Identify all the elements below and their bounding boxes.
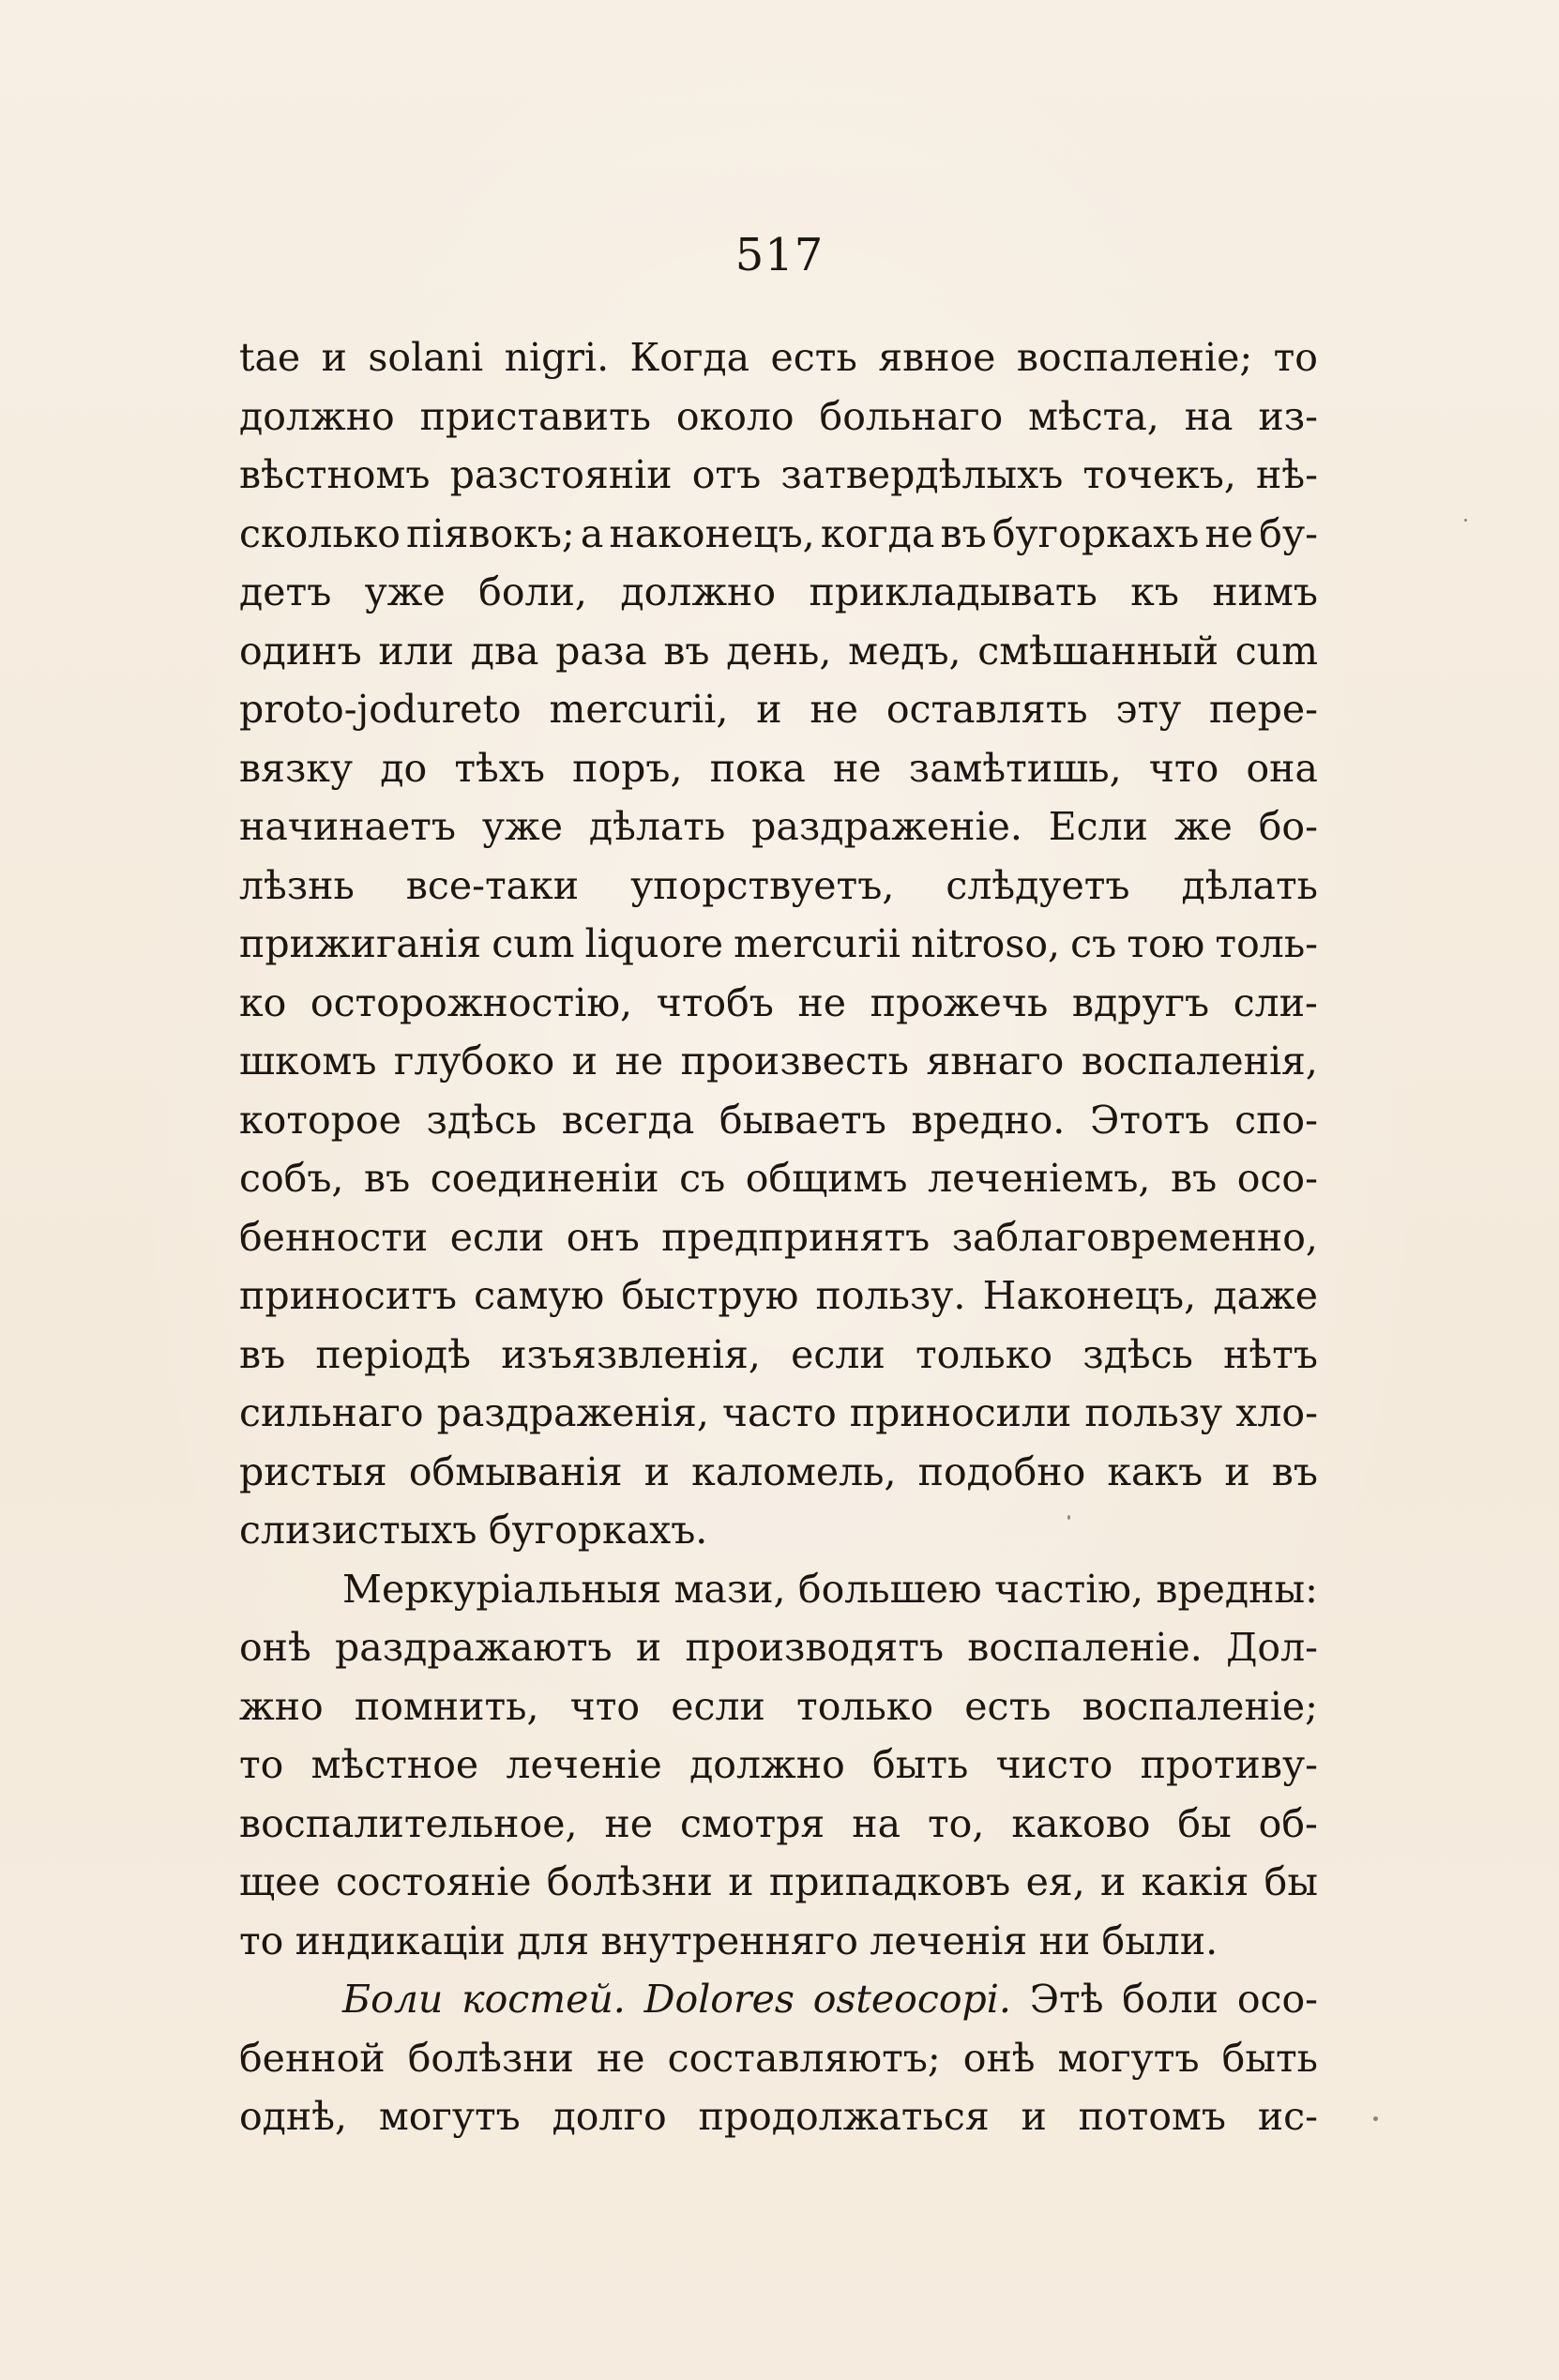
word: были. [1101,1918,1218,1963]
word: смотря [679,1800,825,1846]
word: то [239,1918,284,1963]
word: оставлять [885,687,1088,732]
word: есть [770,335,857,380]
word: осо- [1236,1156,1318,1201]
word: внутренняго [600,1918,858,1963]
word: Боли [342,1977,444,2022]
word: наконецъ, [609,510,815,556]
word: ея, [1025,1859,1085,1904]
word: и [635,1625,662,1670]
word: и [728,1859,754,1904]
word: nigri. [504,335,610,380]
text-line [239,739,1318,798]
word: вдругъ [1071,979,1210,1025]
text-line [239,1384,1318,1443]
word: явное [878,335,996,380]
word: разстояніи [449,452,673,497]
text-line [239,680,1318,739]
word: болѣзни [407,2035,574,2081]
word: только [916,1331,1053,1377]
word: ристыя [239,1448,387,1494]
word: бугоркахъ [991,510,1200,556]
word: приноситъ [239,1273,457,1318]
word: эту [1115,687,1182,732]
word: ис- [1257,2094,1318,2139]
word: смѣшанный [977,628,1219,674]
word: періодѣ [315,1331,471,1377]
word: нѣ- [1256,452,1318,497]
text-line [239,446,1318,505]
word: каково [1011,1800,1151,1846]
word: бугоркахъ. [488,1508,708,1553]
word: об- [1258,1800,1318,1846]
word: изъязвленія, [501,1331,761,1377]
word: составляютъ; [667,2035,941,2081]
word: Когда [629,335,750,380]
word: отъ [691,452,762,497]
word: осторожностію, [310,979,633,1025]
word: mercurii, [549,687,729,732]
word: начинаетъ [239,804,457,849]
print-speck [1373,2116,1378,2121]
word: въ [239,1331,286,1377]
print-speck [1067,1515,1070,1520]
text-line [239,1853,1318,1912]
word: и [1100,1859,1127,1904]
word: tae [239,335,301,380]
text-line [239,622,1318,681]
word: все-таки [405,862,580,908]
word: nitroso, [911,921,1061,966]
word: есть [964,1683,1052,1729]
word: и [1224,1448,1250,1494]
word: собъ, [239,1156,344,1201]
word: дѣлать [588,804,726,849]
word: нимъ [1212,569,1318,614]
word: мази, [674,1566,786,1612]
word: два [470,628,539,674]
word: liquore [584,921,723,966]
word: не [1204,510,1254,556]
word: уже [481,804,563,849]
word: здѣсь [426,1097,537,1143]
word: самую [474,1273,605,1318]
word: состояніе [335,1859,532,1904]
word: прижиганія [239,921,482,966]
text-line [239,1149,1318,1208]
text-line [239,1208,1318,1267]
word: чисто [995,1742,1113,1787]
text-line [239,2029,1318,2088]
word: къ [1130,569,1179,614]
text-line [239,915,1318,974]
word: вредно. [911,1097,1066,1143]
word: нѣтъ [1223,1331,1318,1377]
word: Если [1048,804,1148,849]
word: детъ [239,569,332,614]
word: а [580,510,604,556]
word: и [756,687,782,732]
word: день, [726,628,832,674]
text-line [239,1091,1318,1150]
word: приносили [849,1390,1072,1435]
word: онѣ [962,2035,1036,2081]
word: бы [1177,1800,1232,1846]
word: proto-joduretо [239,687,522,732]
word: мѣста, [1028,393,1159,439]
page-number: 517 [734,229,825,281]
word: не [810,687,858,732]
word: пользу. [815,1273,966,1318]
word: онъ [566,1214,640,1260]
word: глубоко [393,1038,555,1084]
word: онѣ [239,1625,311,1670]
word: ко [239,979,287,1025]
word: долго [552,2094,667,2139]
word: если [671,1683,765,1729]
word: раздраженіе. [751,804,1022,849]
word: около [675,393,795,439]
word: леченіемъ, [928,1156,1151,1201]
word: Наконецъ, [982,1273,1197,1318]
word: дѣлать [1181,862,1318,908]
word: приставить [419,393,651,439]
word: пока [709,745,806,791]
word: воспаленіе; [1082,1683,1318,1729]
word: общимъ [745,1156,908,1201]
word: на [852,1800,901,1846]
word: не [596,2035,645,2081]
text-line [239,1970,1318,2029]
word: костей. [462,1977,626,2022]
word: прикладывать [809,569,1097,614]
word: чтобъ [656,979,774,1025]
word: до [380,745,428,791]
word: медъ, [848,628,961,674]
word: помнить, [354,1683,539,1729]
text-line [239,1326,1318,1385]
word: Этѣ [1029,1977,1104,2022]
text-line [239,2087,1318,2146]
word: и [643,1448,671,1494]
word: какія [1141,1859,1249,1904]
word: не [832,745,882,791]
word: только [796,1683,934,1729]
word: боли, [478,569,587,614]
word: которое [239,1097,401,1143]
word: всегда [561,1097,695,1143]
word: съ [679,1156,726,1201]
word: должно [620,569,777,614]
word: ни [1038,1918,1091,1963]
word: предпринятъ [661,1214,931,1260]
word: жно [239,1683,324,1729]
word: явнаго [926,1038,1065,1084]
word: припадковъ [768,1859,1011,1904]
word: прожечь [870,979,1049,1025]
word: тѣхъ [454,745,545,791]
word: то [1273,335,1318,380]
word: въ [940,510,987,556]
word: въ [663,628,710,674]
word: cum [492,921,575,966]
word: лѣзнь [239,862,355,908]
word: піявокъ; [406,510,575,556]
word: осо- [1236,1977,1318,2022]
word: болѣзни [546,1859,713,1904]
word: слизистыхъ [239,1508,477,1553]
word: соединеніи [430,1156,659,1201]
word: пере- [1209,687,1318,732]
word: же [1173,804,1233,849]
text-line [239,563,1318,622]
text-line [239,797,1318,856]
word: сли- [1233,979,1318,1025]
word: леченіе [506,1742,662,1787]
word: подобно [917,1448,1086,1494]
word: частію, [994,1566,1144,1612]
word: раздраженія, [436,1390,709,1435]
word: пользу [1084,1390,1223,1435]
word: вѣстномъ [239,452,431,497]
word: въ [1271,1448,1318,1494]
word: то [239,1742,284,1787]
text-line [239,1677,1318,1736]
text-line [239,856,1318,916]
word: съ [1070,921,1117,966]
word: затвердѣлыхъ [780,452,1064,497]
word: Этотъ [1089,1097,1210,1143]
word: производятъ [685,1625,945,1670]
text-line [239,1912,1318,1971]
word: бу- [1259,510,1318,556]
word: часто [721,1390,837,1435]
word: воспаленіе; [1016,335,1253,380]
word: заблаговременно, [951,1214,1318,1260]
word: здѣсь [1082,1331,1193,1377]
word: быть [1221,2035,1318,2081]
word: Dolores [643,1977,795,2022]
word: и [571,1038,598,1084]
word: уже [364,569,446,614]
word: въ [364,1156,411,1201]
word: шкомъ [239,1038,377,1084]
body-text [239,328,1318,2146]
word: могутъ [1057,2035,1200,2081]
text-line [239,1443,1318,1502]
word: бы [1264,1859,1318,1904]
word: бо- [1258,804,1318,849]
text-line [239,328,1318,387]
text-line [239,974,1318,1033]
word: потомъ [1078,2094,1227,2139]
print-speck [1464,519,1467,522]
word: должно [239,393,395,439]
text-line [239,1795,1318,1854]
word: и [321,335,347,380]
word: osteocopi. [812,1977,1011,2022]
word: solani [368,335,484,380]
word: вредны: [1156,1566,1318,1612]
word: то, [927,1800,985,1846]
word: быть [872,1742,969,1787]
word: поръ, [572,745,683,791]
word: сколько [239,510,401,556]
word: толь- [1215,921,1318,966]
word: она [1246,745,1318,791]
word: для [517,1918,590,1963]
word: даже [1213,1273,1318,1318]
word: не [797,979,847,1025]
word: продолжаться [698,2094,990,2139]
word: обмыванія [408,1448,623,1494]
text-line [239,1618,1318,1677]
word: если [791,1331,885,1377]
word: спо- [1234,1097,1318,1143]
word: бенной [239,2035,386,2081]
word: вязку [239,745,354,791]
word: точекъ, [1082,452,1236,497]
word: какъ [1107,1448,1203,1494]
word: большею [797,1566,982,1612]
word: из- [1258,393,1318,439]
text-line [239,1501,1318,1560]
word: боли [1122,1977,1219,2022]
word: щее [239,1859,321,1904]
word: противу- [1140,1742,1318,1787]
text-line [239,1032,1318,1091]
word: если [449,1214,545,1260]
text-line [239,505,1318,564]
word: сильнаго [239,1390,424,1435]
word: когда [820,510,935,556]
word: mercurii [734,921,901,966]
word: воспаленіе. [967,1625,1203,1670]
word: cum [1234,628,1318,674]
word: воспалительное, [239,1800,578,1846]
word: леченія [870,1918,1028,1963]
word: быструю [621,1273,799,1318]
word: Меркуріальныя [342,1566,662,1612]
text-line [239,1266,1318,1326]
text-line [239,387,1318,447]
word: бываетъ [719,1097,886,1143]
word: раздражаютъ [335,1625,613,1670]
word: въ [1171,1156,1218,1201]
word: замѣтишь, [908,745,1122,791]
word: однѣ, [239,2094,348,2139]
word: мѣстное [310,1742,479,1787]
word: и [1021,2094,1047,2139]
word: воспаленія, [1081,1038,1318,1084]
word: могутъ [378,2094,521,2139]
word: раза [555,628,647,674]
text-line [239,1560,1318,1619]
word: упорствуетъ, [630,862,895,908]
word: на [1184,393,1234,439]
word: или [378,628,455,674]
word: бенности [239,1214,429,1260]
word: индикаціи [295,1918,506,1963]
word: больнаго [819,393,1004,439]
word: хло- [1235,1390,1318,1435]
word: одинъ [239,628,362,674]
word: должно [689,1742,845,1787]
word: тою [1127,921,1205,966]
word: слѣдуетъ [946,862,1130,908]
text-line [239,1736,1318,1795]
word: что [1148,745,1219,791]
word: произвесть [680,1038,909,1084]
word: не [604,1800,654,1846]
word: Дол- [1226,1625,1318,1670]
word: что [569,1683,641,1729]
word: каломель, [691,1448,897,1494]
word: не [614,1038,664,1084]
